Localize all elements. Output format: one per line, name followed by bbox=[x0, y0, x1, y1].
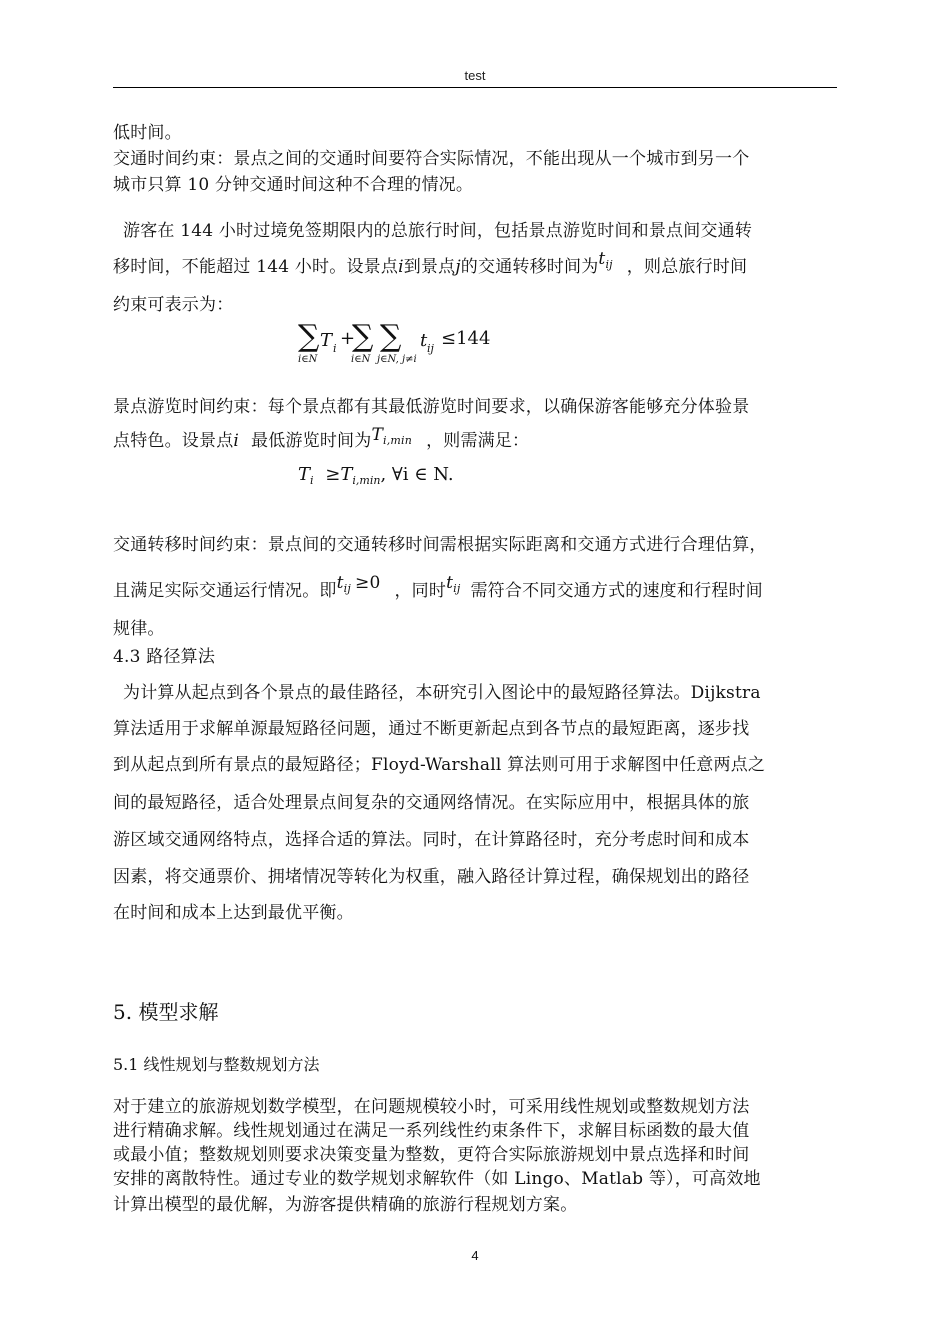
math-sub-ij: ij bbox=[343, 582, 351, 595]
plus-sign: + bbox=[340, 328, 356, 349]
math-t: t bbox=[446, 573, 454, 593]
math-sub-ij: ij bbox=[605, 258, 613, 271]
math-T-imin bbox=[371, 425, 412, 445]
section-heading-4-3: 4.3 路径算法 bbox=[113, 647, 216, 667]
math-sub-ij: ij bbox=[427, 342, 434, 355]
text-span: 且满足实际交通运行情况。即 bbox=[113, 581, 337, 601]
section-heading-5: 5. 模型求解 bbox=[113, 1000, 219, 1024]
math-t: t bbox=[420, 330, 428, 351]
header-rule bbox=[113, 87, 837, 88]
math-t-ij bbox=[337, 573, 351, 593]
section-heading-5-1: 5.1 线性规划与整数规划方法 bbox=[113, 1055, 320, 1074]
math-t: t bbox=[598, 249, 606, 269]
math-sub-ij: ij bbox=[453, 582, 461, 595]
math-var-j: j bbox=[455, 257, 461, 277]
text-line: 游区域交通网络特点，选择合适的算法。同时，在计算路径时，充分考虑时间和成本 bbox=[113, 830, 750, 850]
text-span: ，则需满足： bbox=[426, 431, 530, 451]
math-T: T bbox=[371, 425, 383, 445]
math-T: T bbox=[298, 464, 311, 485]
text-span: ，同时 bbox=[394, 581, 447, 601]
text-line: 计算出模型的最优解，为游客提供精确的旅游行程规划方案。 bbox=[113, 1195, 578, 1215]
text-line: 交通转移时间约束：景点间的交通转移时间需根据实际距离和交通方式进行合理估算， bbox=[113, 535, 767, 555]
text-line: 游客在 144 小时过境免签期限内的总旅行时间，包括景点游览时间和景点间交通转 bbox=[123, 221, 753, 241]
text-line: 安排的离散特性。通过专业的数学规划求解软件（如 Lingo、Matlab 等），可高效地 bbox=[113, 1169, 761, 1189]
text-span: 到景点 bbox=[403, 257, 456, 277]
sum-index: i∈N bbox=[351, 354, 371, 365]
text-line: 在时间和成本上达到最优平衡。 bbox=[113, 903, 354, 923]
text-span: 点特色。设景点 bbox=[113, 431, 234, 451]
text-span: ，则总旅行时间 bbox=[626, 257, 748, 277]
text-line: 为计算从起点到各个景点的最佳路径，本研究引入图论中的最短路径算法。Dijkstra bbox=[123, 683, 761, 703]
text-line: 间的最短路径，适合处理景点间复杂的交通网络情况。在实际应用中，根据具体的旅 bbox=[113, 793, 750, 813]
sum-index: j∈N, j≠i bbox=[377, 354, 417, 365]
sum-symbol: ∑ bbox=[298, 319, 320, 354]
text-span: 需符合不同交通方式的速度和行程时间 bbox=[470, 581, 763, 601]
math-sub-i: i bbox=[310, 474, 314, 487]
text-line bbox=[113, 249, 843, 279]
math-T: T bbox=[320, 330, 333, 351]
sum-symbol: ∑ bbox=[380, 319, 402, 354]
text-span: 最低游览时间为 bbox=[251, 431, 372, 451]
math-var-i: i bbox=[398, 257, 404, 277]
math-sub-imin: i,min bbox=[352, 474, 381, 487]
math-t-ij bbox=[598, 249, 612, 269]
math-sub-i: i bbox=[333, 342, 337, 355]
text-line: 或最小值；整数规划则要求决策变量为整数，更符合实际旅游规划中景点选择和时间 bbox=[113, 1145, 750, 1165]
text-line: 算法适用于求解单源最短路径问题，通过不断更新起点到各节点的最短距离，逐步找 bbox=[113, 719, 750, 739]
text-line: 进行精确求解。线性规划通过在满足一系列线性约束条件下，求解目标函数的最大值 bbox=[113, 1121, 750, 1141]
math-var-i: i bbox=[233, 431, 240, 451]
text-span: 移时间，不能超过 144 小时。设景点 bbox=[113, 257, 399, 277]
text-line: 景点游览时间约束：每个景点都有其最低游览时间要求，以确保游客能够充分体验景 bbox=[113, 397, 750, 417]
le-144: ≤144 bbox=[441, 328, 491, 349]
text-line: 低时间。 bbox=[113, 123, 182, 143]
text-line: 对于建立的旅游规划数学模型，在问题规模较小时，可采用线性规划或整数规划方法 bbox=[113, 1097, 750, 1117]
ge-sign: ≥ bbox=[325, 464, 341, 485]
text-span: 的交通转移时间为 bbox=[460, 257, 599, 277]
text-line bbox=[113, 573, 843, 603]
text-line bbox=[113, 426, 843, 453]
text-line: 城市只算 10 分钟交通时间这种不合理的情况。 bbox=[113, 175, 474, 195]
forall-clause: , ∀i ∈ N. bbox=[380, 464, 454, 485]
math-t-ij bbox=[446, 573, 460, 593]
formula-visit-time bbox=[298, 464, 498, 494]
sum-symbol: ∑ bbox=[352, 319, 374, 354]
page-number: 4 bbox=[471, 1248, 479, 1263]
text-line: 约束可表示为： bbox=[113, 295, 234, 315]
math-T: T bbox=[340, 464, 353, 485]
math-sub-imin: i,min bbox=[383, 434, 413, 447]
ge-zero: ≥0 bbox=[355, 573, 381, 593]
text-line: 规律。 bbox=[113, 619, 165, 639]
text-line: 到从起点到所有景点的最短路径；Floyd-Warshall 算法则可用于求解图中任意两点之 bbox=[113, 755, 766, 775]
sum-index: i∈N bbox=[298, 354, 318, 365]
text-line: 因素，将交通票价、拥堵情况等转化为权重，融入路径计算过程，确保规划出的路径 bbox=[113, 867, 750, 887]
page-header: test bbox=[464, 68, 486, 83]
math-t: t bbox=[336, 573, 344, 593]
formula-total-time bbox=[296, 320, 556, 370]
text-line: 交通时间约束：景点之间的交通时间要符合实际情况，不能出现从一个城市到另一个 bbox=[113, 149, 750, 169]
